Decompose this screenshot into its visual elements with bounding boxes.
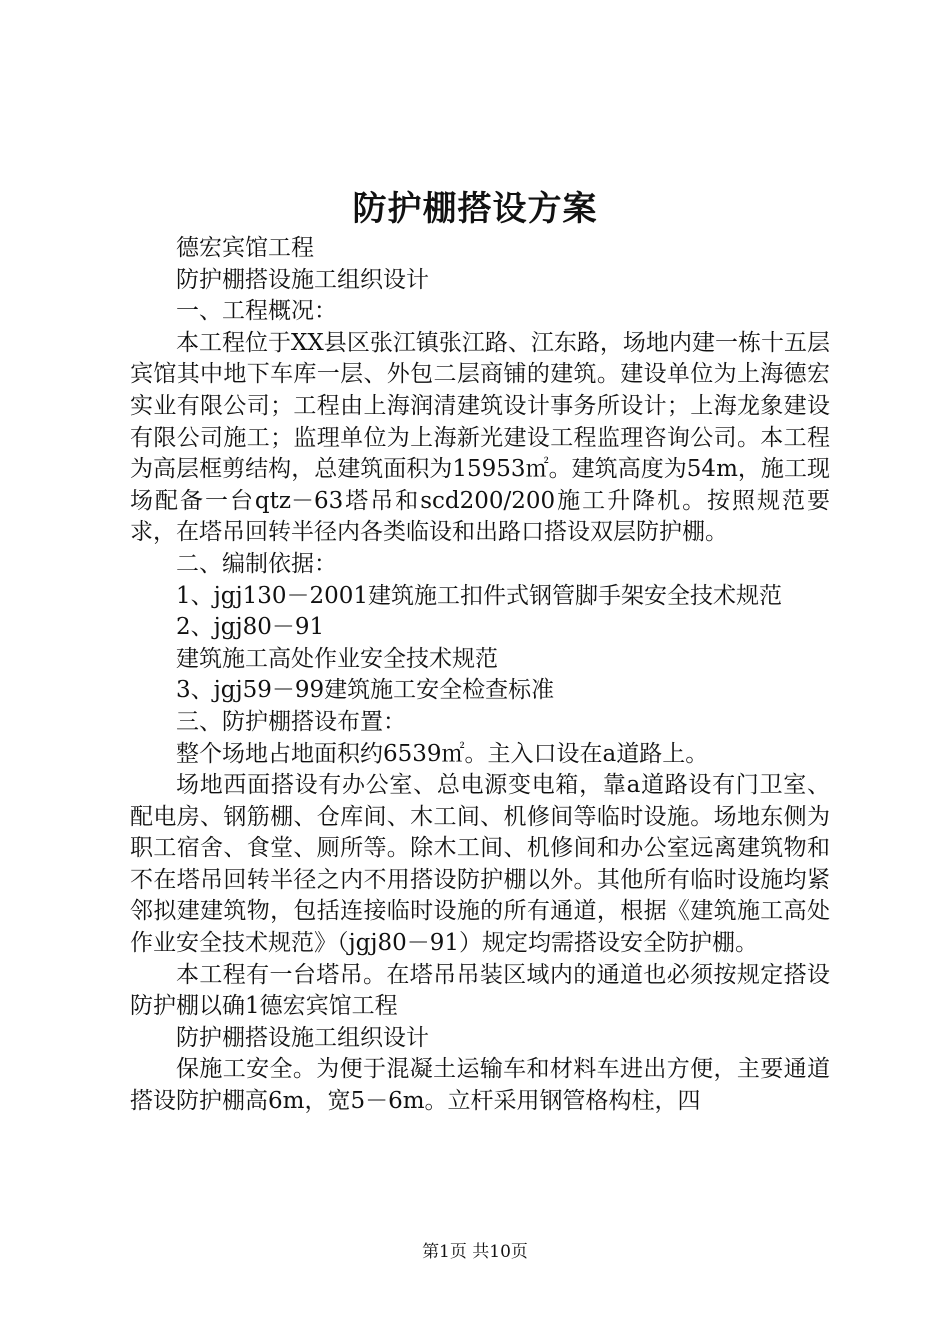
paragraph-subtitle-repeat: 防护棚搭设施工组织设计	[176, 1024, 429, 1051]
paragraph-basis-1: 1、jgj130－2001建筑施工扣件式钢管脚手架安全技术规范	[176, 582, 783, 609]
heading-basis: 二、编制依据：	[176, 550, 337, 577]
document-title: 防护棚搭设方案	[352, 189, 598, 229]
document-body	[130, 233, 830, 1118]
page-footer: 第1页 共10页	[422, 1242, 528, 1262]
paragraph-site-area: 整个场地占地面积约6539㎡。主入口设在a道路上。	[176, 740, 709, 767]
heading-layout: 三、防护棚搭设布置：	[176, 708, 406, 735]
paragraph-overview: 本工程位于XX县区张江镇张江路、江东路，场地内建一栋十五层宾馆其中地下车库一层、外包二层商铺的建筑。建设单位为上海德宏实业有限公司；工程由上海润清建筑设计事务所设计；上海龙象建设有限公司施工；监理单位为上海新光建设工程监理咨询公司。本工程为高层框剪结构，总建筑面积为15953㎡。建筑高度为54m，施工现场配备一台qtz－63塔吊和scd200/200施工升降机。按照规范要求，在塔吊回转半径内各类临设和出路口搭设双层防护棚。	[130, 329, 830, 546]
paragraph-project-name: 德宏宾馆工程	[176, 235, 314, 261]
paragraph-site-layout: 场地西面搭设有办公室、总电源变电箱，靠a道路设有门卫室、配电房、钢筋棚、仓库间、木工间、机修间等临时设施。场地东侧为职工宿舍、食堂、厕所等。除木工间、机修间和办公室远离建筑物和不在塔吊回转半径之内不用搭设防护棚以外。其他所有临时设施均紧邻拟建建筑物，包括连接临时设施的所有通道，根据《建筑施工高处作业安全技术规范》（jgj80－91）规定均需搭设安全防护棚。	[130, 772, 830, 957]
paragraph-basis-2-title: 建筑施工高处作业安全技术规范	[176, 645, 498, 672]
paragraph-basis-2: 2、jgj80－91	[176, 614, 325, 641]
paragraph-subtitle: 防护棚搭设施工组织设计	[176, 266, 429, 293]
paragraph-safety: 保施工安全。为便于混凝土运输车和材料车进出方便，主要通道搭设防护棚高6m，宽5－6m。立杆采用钢管格构柱，四	[130, 1056, 830, 1115]
paragraph-basis-3: 3、jgj59－99建筑施工安全检查标准	[176, 677, 555, 704]
paragraph-tower-crane: 本工程有一台塔吊。在塔吊吊装区域内的通道也必须按规定搭设防护棚以确1德宏宾馆工程	[130, 961, 830, 1020]
heading-overview: 一、工程概况：	[176, 298, 337, 325]
